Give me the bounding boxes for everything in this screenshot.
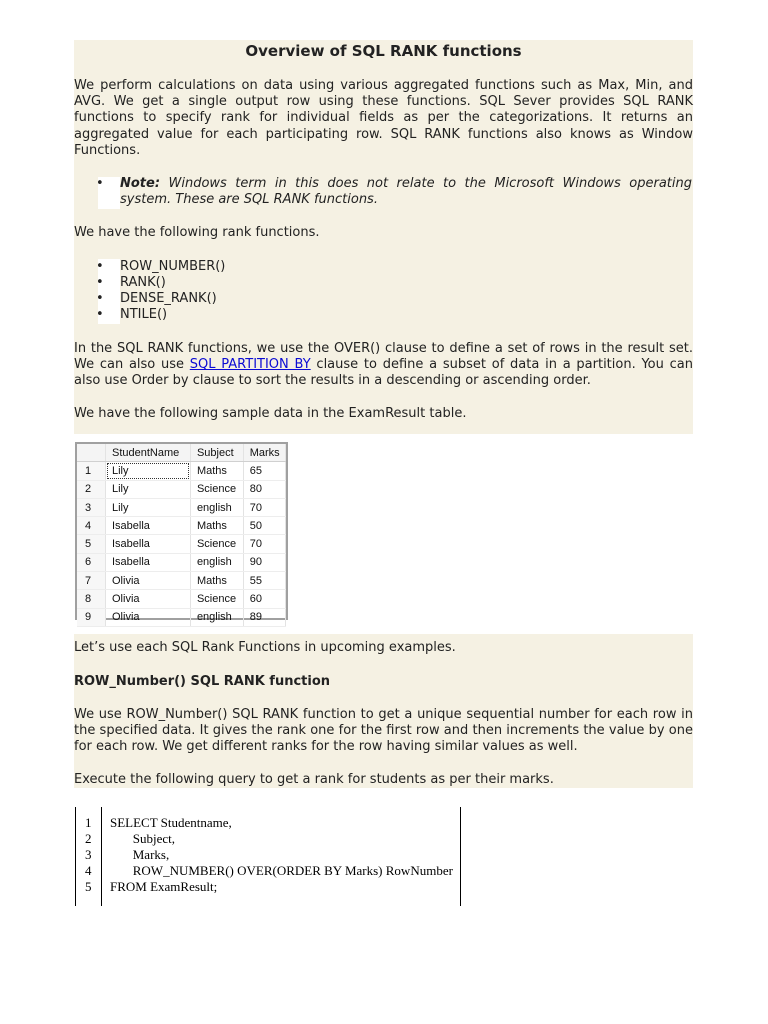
table-cell[interactable]: Maths (190, 517, 243, 535)
table-cell[interactable]: 80 (243, 480, 285, 498)
rownumber-description: We use ROW_Number() SQL RANK function to get a unique sequential number for each row in the specified data. It gives the rank one for the first row and then increments the value by one for each row. We get different ranks for the row having similar values as well. (74, 707, 693, 755)
table-cell[interactable]: 55 (243, 572, 285, 590)
row-number-cell[interactable]: 4 (77, 517, 106, 535)
content-background (74, 177, 98, 209)
row-number-cell[interactable]: 2 (77, 480, 106, 498)
table-cell[interactable]: Olivia (106, 608, 191, 626)
table-cell[interactable]: Lily (106, 480, 191, 498)
row-number-cell[interactable]: 9 (77, 608, 106, 626)
sample-intro: We have the following sample data in the ExamResult table. (74, 406, 467, 421)
section-heading: ROW_Number() SQL RANK function (74, 674, 331, 689)
table-row[interactable] (77, 517, 286, 535)
code-line: SELECT Studentname, (110, 815, 232, 830)
line-number: 1 (85, 815, 92, 830)
column-header: StudentName (106, 444, 191, 462)
table-cell[interactable]: Science (190, 535, 243, 553)
table-cell[interactable]: Maths (190, 462, 243, 480)
rank-intro: We have the following rank functions. (74, 225, 320, 240)
note-paragraph (120, 176, 692, 208)
partition-text-after: clause to define a subset of data in a partition. You can also use Order by clause to sort the results in a descending or ascending order. (74, 357, 693, 389)
bullet: • (96, 275, 104, 290)
table-cell[interactable]: Lily (106, 498, 191, 516)
row-number-header (77, 444, 106, 462)
table-cell[interactable]: 70 (243, 498, 285, 516)
column-header: Subject (190, 444, 243, 462)
line-number: 4 (85, 863, 92, 878)
execute-intro: Execute the following query to get a rank for students as per their marks. (74, 772, 554, 787)
sql-partition-by-link[interactable]: SQL PARTITION BY (189, 357, 311, 373)
table-row[interactable] (77, 590, 286, 608)
row-number-cell[interactable]: 1 (77, 462, 106, 480)
table-cell[interactable]: Isabella (106, 553, 191, 571)
note-text: Windows term in this does not relate to the Microsoft Windows operating system. These are SQL RANK functions. (120, 176, 692, 208)
code-line: Subject, (110, 831, 175, 846)
row-number-cell[interactable]: 3 (77, 498, 106, 516)
table-cell[interactable]: Maths (190, 572, 243, 590)
table-row[interactable] (77, 462, 286, 480)
table-cell[interactable]: Isabella (106, 535, 191, 553)
table-row[interactable] (77, 608, 286, 626)
table-cell[interactable]: Science (190, 480, 243, 498)
intro-paragraph: We perform calculations on data using various aggregated functions such as Max, Min, and AVG. We get a single output row using these functions. SQL Sever provides SQL RANK functions to specify rank for individual fields as per the categorizations. It returns an aggregated value for each participating row. SQL RANK functions also knows as Window Functions. (74, 78, 693, 158)
bullet: • (96, 307, 104, 322)
line-number: 3 (85, 847, 92, 862)
table-cell[interactable]: Isabella (106, 517, 191, 535)
bullet: • (96, 291, 104, 306)
table-cell[interactable]: Olivia (106, 572, 191, 590)
table-row[interactable] (77, 480, 286, 498)
code-block (75, 807, 461, 906)
table-row[interactable] (77, 498, 286, 516)
note-label: Note: (120, 176, 161, 191)
table-cell[interactable]: english (190, 498, 243, 516)
table-cell[interactable]: english (190, 608, 243, 626)
list-item: ROW_NUMBER() (120, 259, 226, 274)
table-cell[interactable]: Lily (106, 462, 191, 480)
row-number-cell[interactable]: 8 (77, 590, 106, 608)
row-number-cell[interactable]: 5 (77, 535, 106, 553)
table-cell[interactable]: 65 (243, 462, 285, 480)
list-item: NTILE() (120, 307, 168, 322)
code-line: ROW_NUMBER() OVER(ORDER BY Marks) RowNumber (110, 863, 453, 878)
table-cell[interactable]: 50 (243, 517, 285, 535)
row-number-cell[interactable]: 7 (77, 572, 106, 590)
table-cell[interactable]: 70 (243, 535, 285, 553)
exam-result-table (75, 442, 288, 624)
column-header: Marks (243, 444, 285, 462)
content-background (74, 259, 98, 324)
table-cell[interactable]: 60 (243, 590, 285, 608)
table-row[interactable] (77, 572, 286, 590)
table-header-row (77, 444, 286, 462)
code-line: Marks, (110, 847, 170, 862)
list-item: RANK() (120, 275, 166, 290)
table-cell[interactable]: 90 (243, 553, 285, 571)
table-row[interactable] (77, 535, 286, 553)
examples-intro: Let’s use each SQL Rank Functions in upcoming examples. (74, 640, 456, 655)
table-cell[interactable]: 89 (243, 608, 285, 626)
bullet: • (96, 176, 104, 191)
table-row[interactable] (77, 553, 286, 571)
table-cell[interactable]: english (190, 553, 243, 571)
line-number: 5 (85, 879, 92, 894)
table-cell[interactable]: Olivia (106, 590, 191, 608)
partition-text-before: In the SQL RANK functions, we use the OVER() clause to define a set of rows in the result set. We can also use (74, 341, 693, 373)
row-number-cell[interactable]: 6 (77, 553, 106, 571)
code-line: FROM ExamResult; (110, 879, 218, 894)
bullet: • (96, 259, 104, 274)
partition-paragraph (74, 341, 693, 390)
line-number: 2 (85, 831, 92, 846)
table-cell[interactable]: Science (190, 590, 243, 608)
page-title: Overview of SQL RANK functions (245, 42, 522, 60)
list-item: DENSE_RANK() (120, 291, 217, 306)
